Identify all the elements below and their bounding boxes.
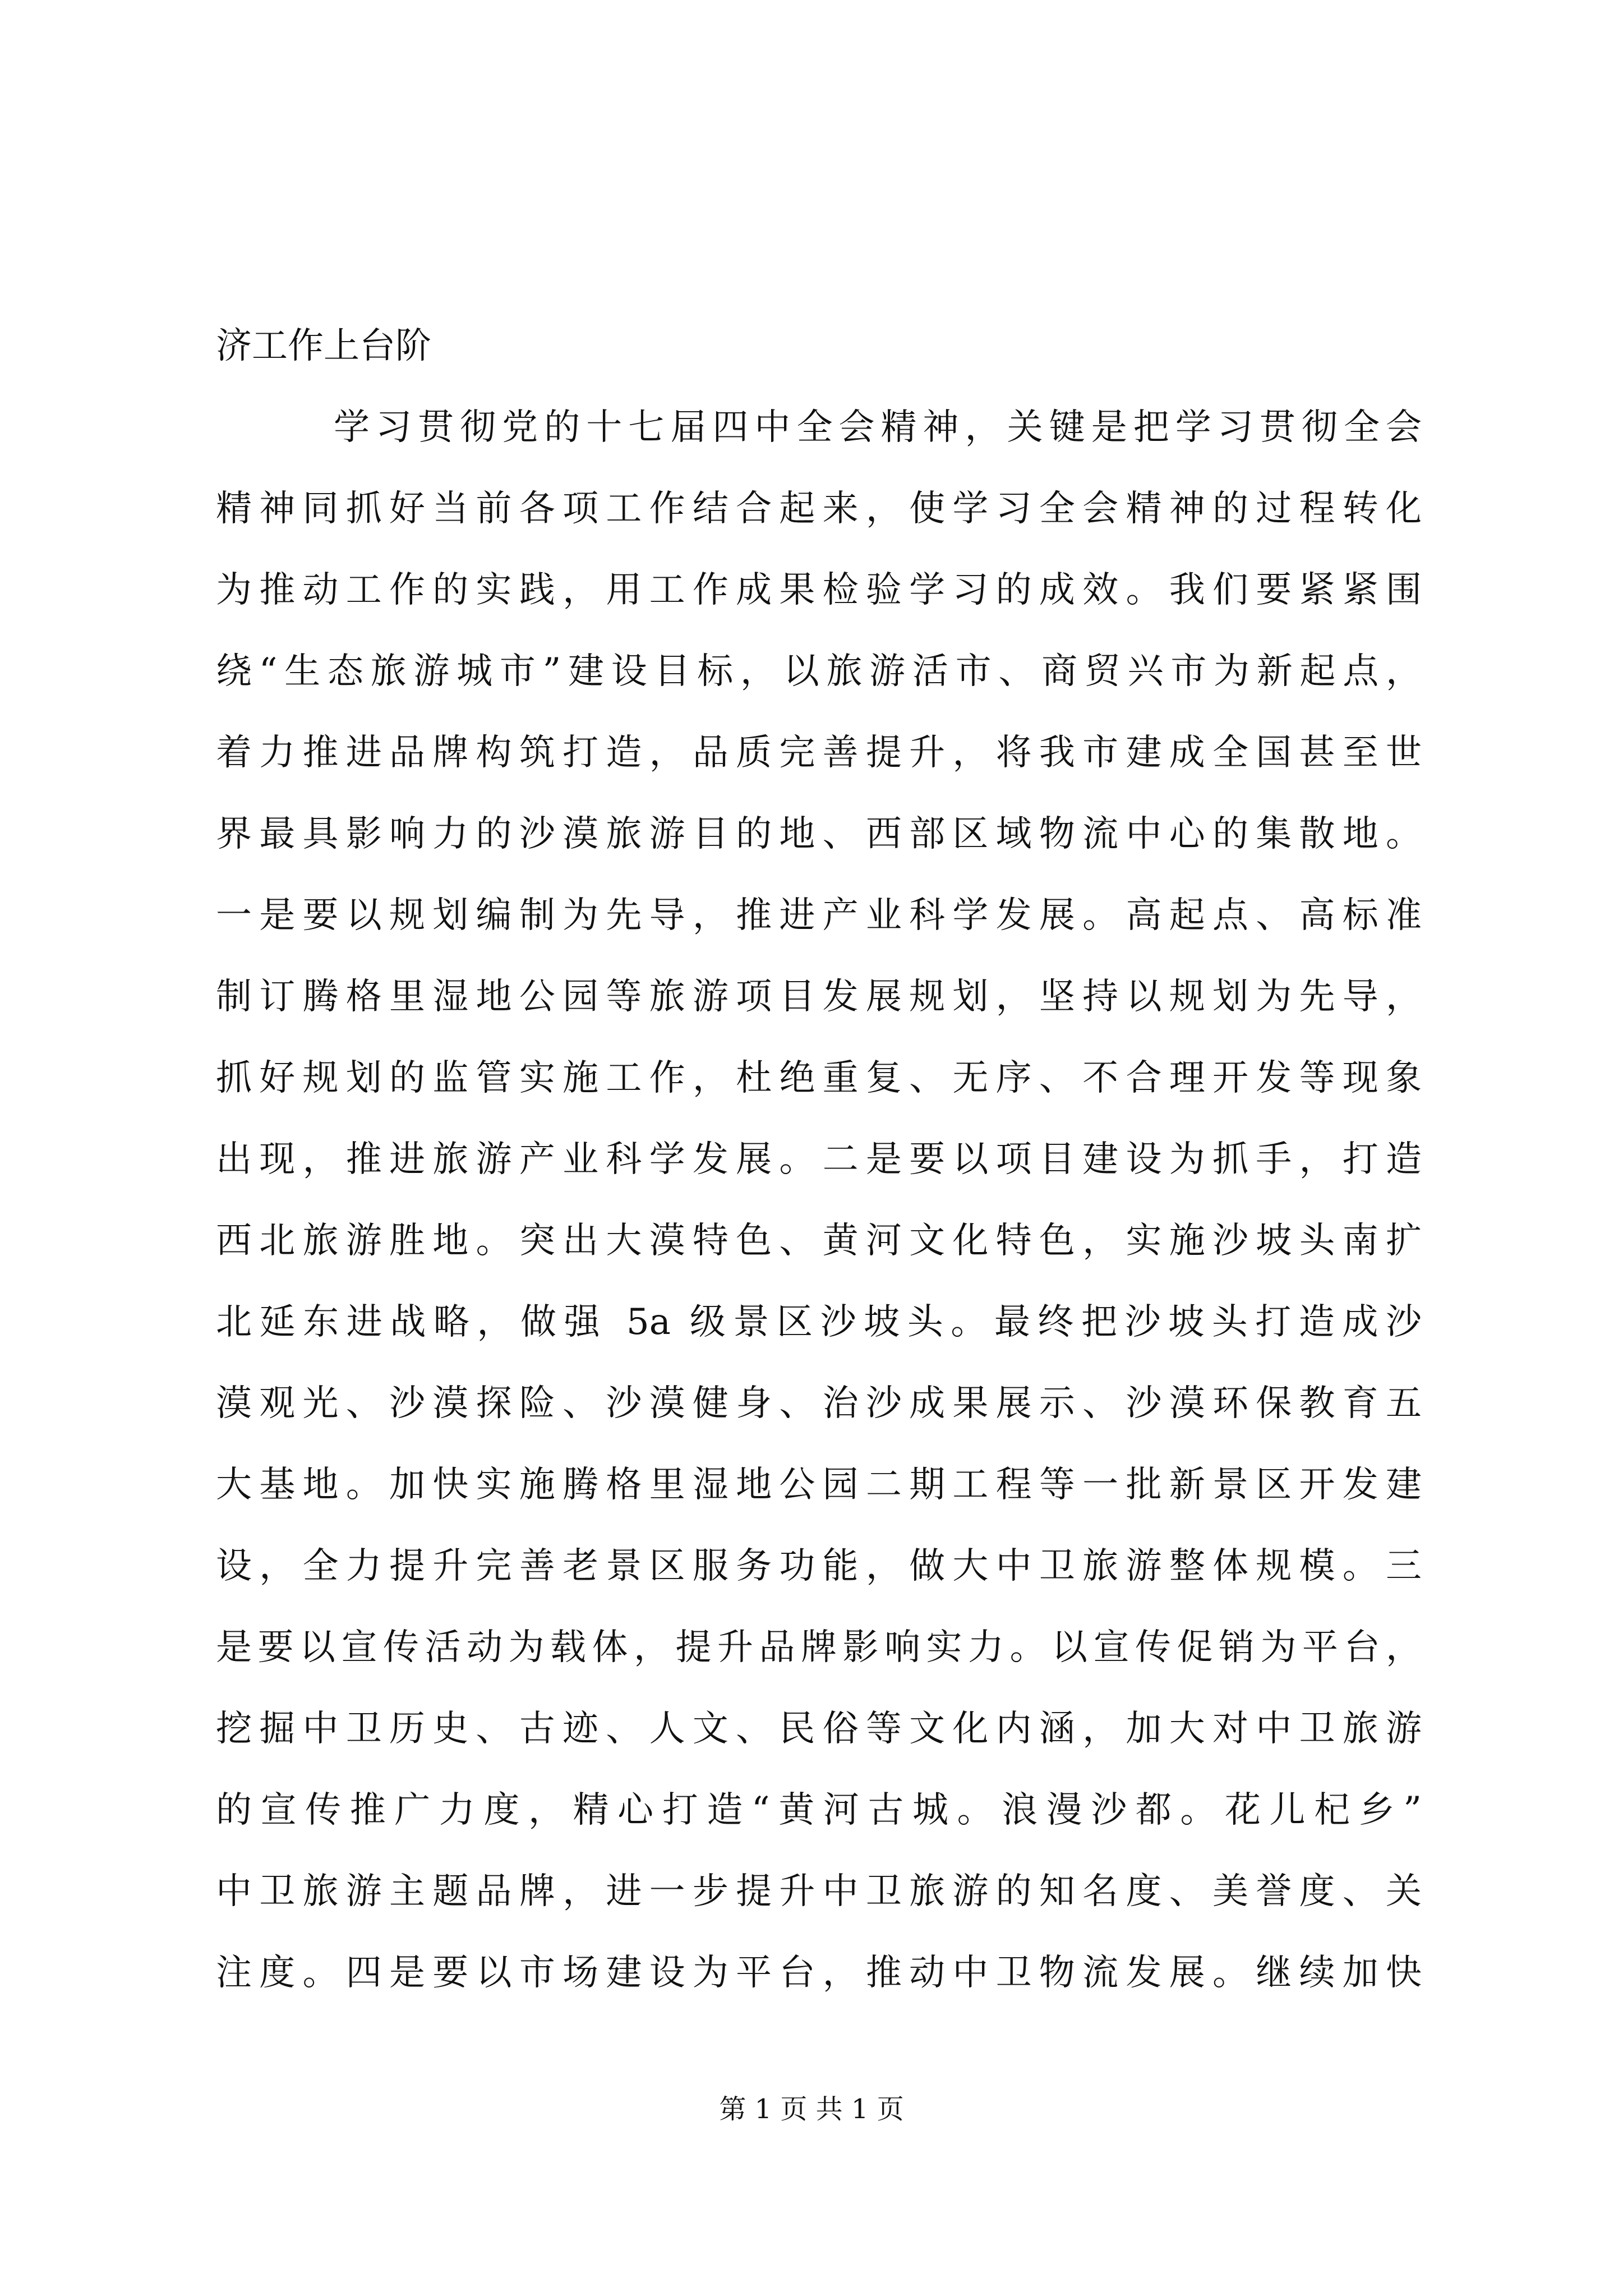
text-line: 制订腾格里湿地公园等旅游项目发展规划，坚持以规划为先导，: [216, 976, 1422, 1018]
text-line: 一是要以规划编制为先导，推进产业科学发展。高起点、高标准: [216, 895, 1422, 936]
text-line: 注度。四是要以市场建设为平台，推动中卫物流发展。继续加快: [216, 1952, 1422, 1994]
text-line: 为推动工作的实践，用工作成果检验学习的成效。我们要紧紧围: [216, 569, 1422, 611]
text-line: 绕“生态旅游城市”建设目标，以旅游活市、商贸兴市为新起点，: [216, 651, 1422, 692]
body-text: [216, 306, 1422, 2014]
page-footer: 第 1 页 共 1 页: [719, 2093, 904, 2125]
text-line: 学习贯彻党的十七届四中全会精神，关键是把学习贯彻全会: [334, 407, 1422, 448]
text-line: 界最具影响力的沙漠旅游目的地、西部区域物流中心的集散地。: [216, 813, 1422, 855]
text-line: 漠观光、沙漠探险、沙漠健身、治沙成果展示、沙漠环保教育五: [216, 1383, 1422, 1424]
text-line: 西北旅游胜地。突出大漠特色、黄河文化特色，实施沙坡头南扩: [216, 1220, 1422, 1262]
text-line: 抓好规划的监管实施工作，杜绝重复、无序、不合理开发等现象: [216, 1057, 1422, 1099]
text-line: 挖掘中卫历史、古迹、人文、民俗等文化内涵，加大对中卫旅游: [216, 1708, 1422, 1750]
text-line: 的宣传推广力度，精心打造“黄河古城。浪漫沙都。花儿杞乡”: [216, 1789, 1422, 1831]
text-line: 出现，推进旅游产业科学发展。二是要以项目建设为抓手，打造: [216, 1139, 1422, 1180]
text-line: 是要以宣传活动为载体，提升品牌影响实力。以宣传促销为平台，: [216, 1627, 1422, 1668]
text-line: 济工作上台阶: [216, 325, 431, 367]
text-line: 大基地。加快实施腾格里湿地公园二期工程等一批新景区开发建: [216, 1464, 1422, 1506]
text-line: 北延东进战略，做强 5a 级景区沙坡头。最终把沙坡头打造成沙: [216, 1301, 1422, 1343]
text-line: 精神同抓好当前各项工作结合起来，使学习全会精神的过程转化: [216, 488, 1422, 530]
text-line: 中卫旅游主题品牌，进一步提升中卫旅游的知名度、美誉度、关: [216, 1871, 1422, 1912]
text-line: 设，全力提升完善老景区服务功能，做大中卫旅游整体规模。三: [216, 1545, 1422, 1587]
text-line: 着力推进品牌构筑打造，品质完善提升，将我市建成全国甚至世: [216, 732, 1422, 774]
